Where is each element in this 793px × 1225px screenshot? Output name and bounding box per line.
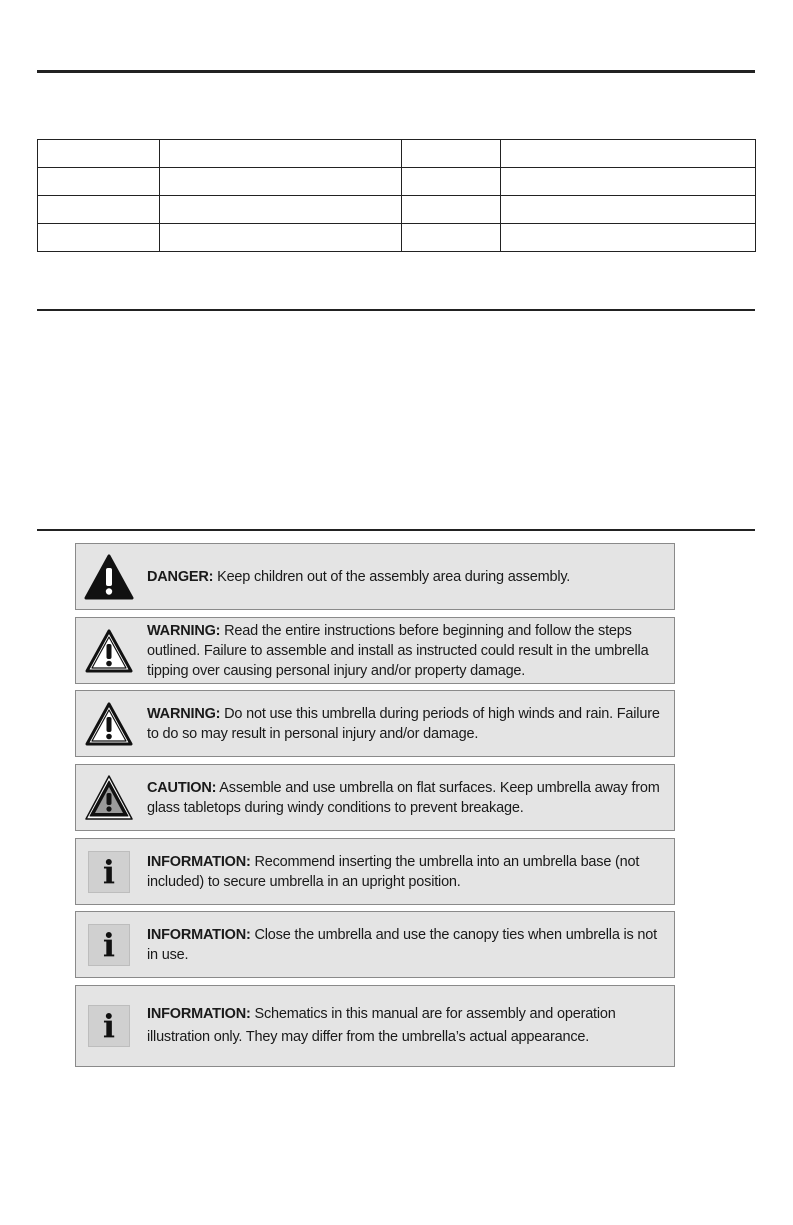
table-cell <box>160 140 402 168</box>
information-notice <box>75 838 675 905</box>
table-cell <box>160 224 402 252</box>
notice-text <box>147 852 662 892</box>
notice-label: DANGER: <box>147 568 214 585</box>
information-icon-glyph: i <box>88 1005 130 1047</box>
information-icon <box>84 920 134 970</box>
table-cell <box>38 140 160 168</box>
notice-text <box>147 704 662 744</box>
caution-triangle-icon <box>84 773 134 823</box>
notice-text <box>147 621 662 681</box>
section-divider <box>37 309 755 311</box>
table-row <box>38 168 756 196</box>
table-cell <box>38 196 160 224</box>
table-cell <box>501 196 756 224</box>
table-cell <box>402 224 501 252</box>
notice-text <box>147 567 662 587</box>
section-divider <box>37 529 755 531</box>
notice-body: Schematics in this manual are for assembly and operation illustration only. They may differ from the umbrella’s actual appearance. <box>147 1006 616 1045</box>
notice-label: INFORMATION: <box>147 853 251 870</box>
information-icon <box>84 847 134 897</box>
table-cell <box>402 196 501 224</box>
table-cell <box>38 168 160 196</box>
caution-notice <box>75 764 675 831</box>
warning-notice <box>75 617 675 684</box>
table-cell <box>38 224 160 252</box>
notice-body: Read the entire instructions before beginning and follow the steps outlined. Failure to assemble and install as instructed could result in the umbrella tipping over causing personal injury and/or property damage. <box>147 622 649 679</box>
warning-outline-triangle-icon <box>84 699 134 749</box>
notice-body: Do not use this umbrella during periods of high winds and rain. Failure to do so may result in personal injury and/or damage. <box>147 705 660 742</box>
table-cell <box>160 196 402 224</box>
table-cell <box>402 140 501 168</box>
table-cell <box>402 168 501 196</box>
table-cell <box>160 168 402 196</box>
table-cell <box>501 140 756 168</box>
table-row <box>38 196 756 224</box>
notice-label: CAUTION: <box>147 779 217 796</box>
notice-text <box>147 778 662 818</box>
table-cell <box>501 224 756 252</box>
notice-body: Keep children out of the assembly area during assembly. <box>213 568 571 585</box>
notice-body: Close the umbrella and use the canopy ties when umbrella is not in use. <box>147 926 657 963</box>
notice-label: INFORMATION: <box>147 926 251 943</box>
table-row <box>38 224 756 252</box>
notice-label: WARNING: <box>147 622 221 639</box>
notice-label: WARNING: <box>147 705 221 722</box>
danger-notice <box>75 543 675 610</box>
table-row <box>38 140 756 168</box>
danger-filled-triangle-icon <box>84 552 134 602</box>
information-icon <box>84 1001 134 1051</box>
notice-text <box>147 1003 662 1049</box>
information-notice <box>75 911 675 978</box>
notice-label: INFORMATION: <box>147 1006 251 1022</box>
spec-table <box>37 139 756 252</box>
table-cell <box>501 168 756 196</box>
warning-notice <box>75 690 675 757</box>
notice-text <box>147 925 662 965</box>
top-divider <box>37 70 755 73</box>
notice-body: Recommend inserting the umbrella into an umbrella base (not included) to secure umbrella in an upright position. <box>147 853 640 890</box>
warning-outline-triangle-icon <box>84 626 134 676</box>
notice-body: Assemble and use umbrella on flat surfaces. Keep umbrella away from glass tabletops during windy conditions to prevent breakage. <box>147 779 660 816</box>
information-icon-glyph: i <box>88 924 130 966</box>
information-notice <box>75 985 675 1067</box>
information-icon-glyph: i <box>88 851 130 893</box>
